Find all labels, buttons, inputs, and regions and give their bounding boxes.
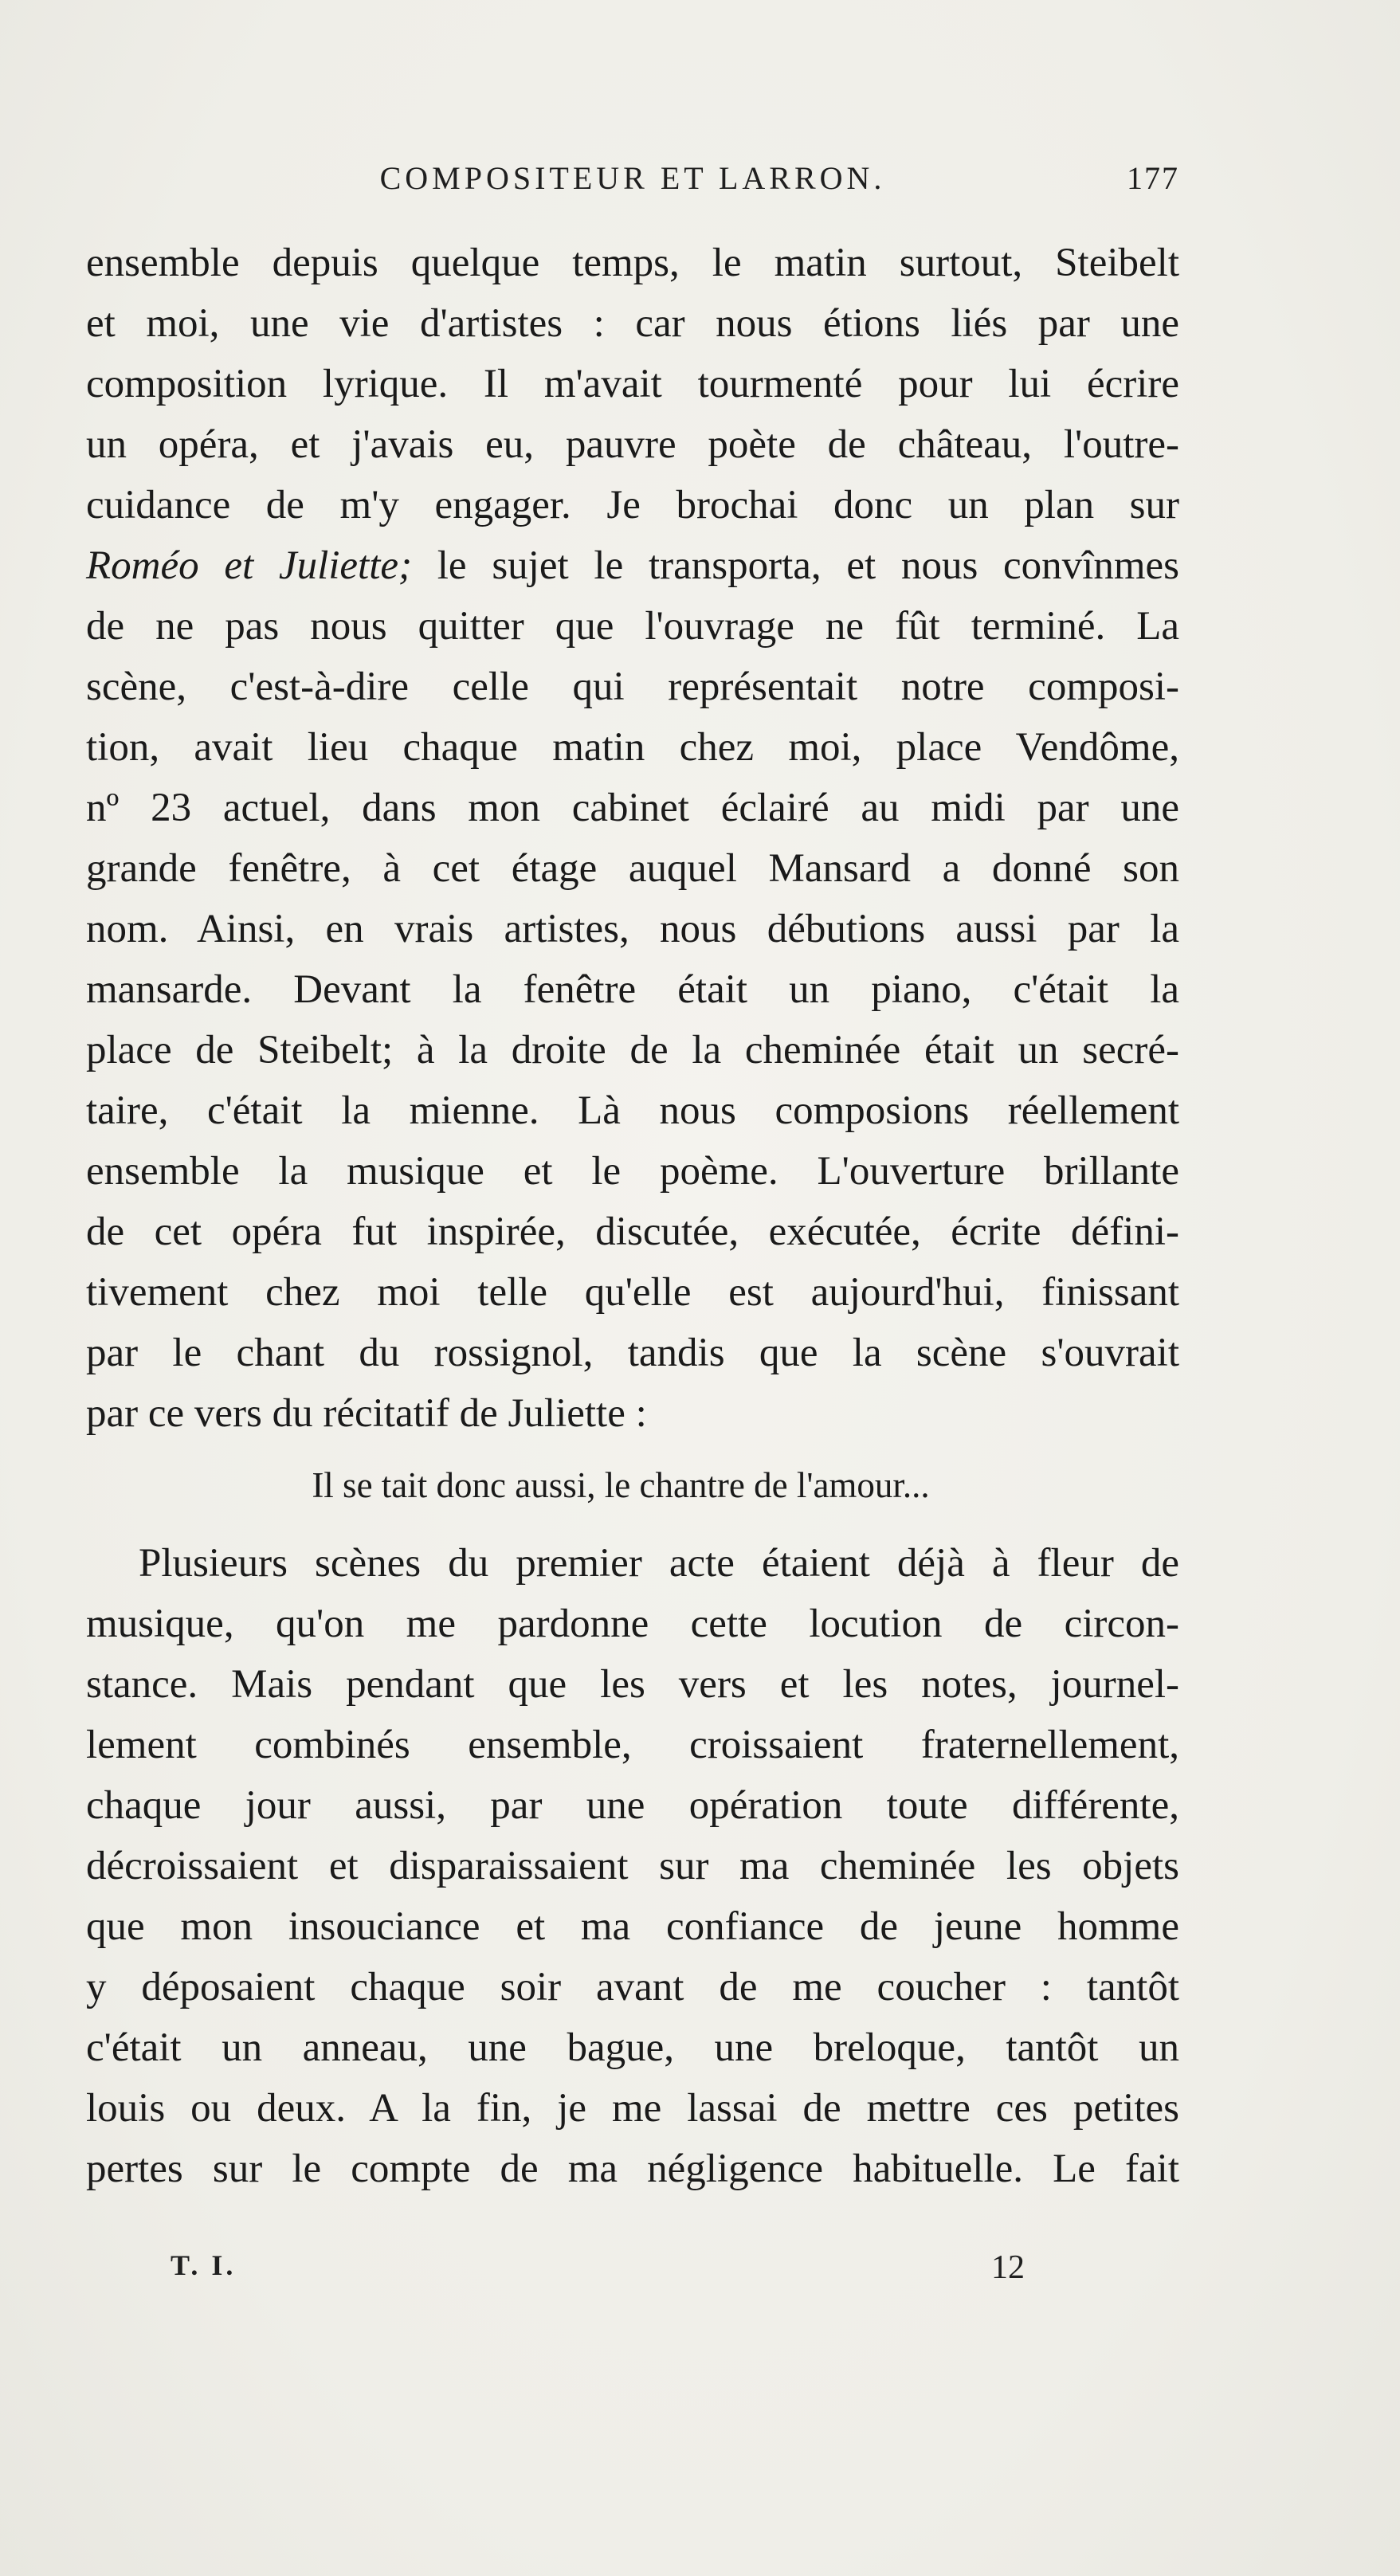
text-line: louis ou deux. A la fin, je me lassai de mettre ces petites <box>86 2086 1179 2131</box>
text-line: Plusieurs scènes du premier acte étaient déjà à fleur de <box>139 1541 1179 1586</box>
verse-quotation: Il se tait donc aussi, le chantre de l'amour... <box>312 1465 930 1505</box>
text-line: tivement chez moi telle qu'elle est aujourd'hui, finissant <box>86 1270 1179 1315</box>
body-text <box>86 233 1179 2199</box>
text-line: lement combinés ensemble, croissaient fraternellement, <box>86 1723 1179 1767</box>
text-line: mansarde. Devant la fenêtre était un piano, c'était la <box>86 967 1179 1012</box>
running-head <box>86 159 1179 207</box>
text-line: de cet opéra fut inspirée, discutée, exécutée, écrite défini- <box>86 1210 1179 1254</box>
text-line: de ne pas nous quitter que l'ouvrage ne fût terminé. La <box>86 604 1179 649</box>
text-line: nº 23 actuel, dans mon cabinet éclairé au midi par une <box>86 786 1179 830</box>
text-line: chaque jour aussi, par une opération toute différente, <box>86 1783 1179 1828</box>
text-line: que mon insouciance et ma confiance de jeune homme <box>86 1904 1179 1949</box>
text-line: grande fenêtre, à cet étage auquel Mansard a donné son <box>86 846 1179 891</box>
text-line: ensemble la musique et le poème. L'ouverture brillante <box>86 1149 1179 1194</box>
text-line: décroissaient et disparaissaient sur ma cheminée les objets <box>86 1844 1179 1888</box>
sheet-number: 12 <box>991 2249 1025 2286</box>
signature-mark: T. I. <box>171 2249 237 2281</box>
text-line: nom. Ainsi, en vrais artistes, nous débutions aussi par la <box>86 907 1179 951</box>
text-line: tion, avait lieu chaque matin chez moi, place Vendôme, <box>86 725 1179 770</box>
text-line: scène, c'est-à-dire celle qui représentait notre composi- <box>86 665 1179 709</box>
text-line: composition lyrique. Il m'avait tourmenté pour lui écrire <box>86 362 1179 406</box>
running-title: COMPOSITEUR ET LARRON. <box>379 160 886 196</box>
italic-work-title: Roméo et Juliette; <box>86 543 412 588</box>
text-line: et moi, une vie d'artistes : car nous étions liés par une <box>86 301 1179 346</box>
text-line: taire, c'était la mienne. Là nous composions réellement <box>86 1088 1179 1133</box>
text-line: y déposaient chaque soir avant de me coucher : tantôt <box>86 1965 1179 2009</box>
text-line: c'était un anneau, une bague, une breloque, tantôt un <box>86 2025 1179 2070</box>
text-line: par ce vers du récitatif de Juliette : <box>86 1391 647 1436</box>
text-line: pertes sur le compte de ma négligence habituelle. Le fait <box>86 2147 1179 2191</box>
text-line: ensemble depuis quelque temps, le matin surtout, Steibelt <box>86 241 1179 285</box>
page-footer <box>86 2249 1179 2296</box>
text-line: un opéra, et j'avais eu, pauvre poète de château, l'outre- <box>86 422 1179 467</box>
page-number: 177 <box>1127 160 1179 196</box>
text-line-rest: le sujet le transporta, et nous convînmes <box>437 543 1179 588</box>
text-line: cuidance de m'y engager. Je brochai donc un plan sur <box>86 483 1179 527</box>
text-line: par le chant du rossignol, tandis que la scène s'ouvrait <box>86 1331 1179 1375</box>
text-line: musique, qu'on me pardonne cette locution de circon- <box>86 1602 1179 1646</box>
text-line: place de Steibelt; à la droite de la cheminée était un secré- <box>86 1028 1179 1072</box>
text-line-with-title <box>86 535 1179 596</box>
text-line: stance. Mais pendant que les vers et les notes, journel- <box>86 1662 1179 1707</box>
